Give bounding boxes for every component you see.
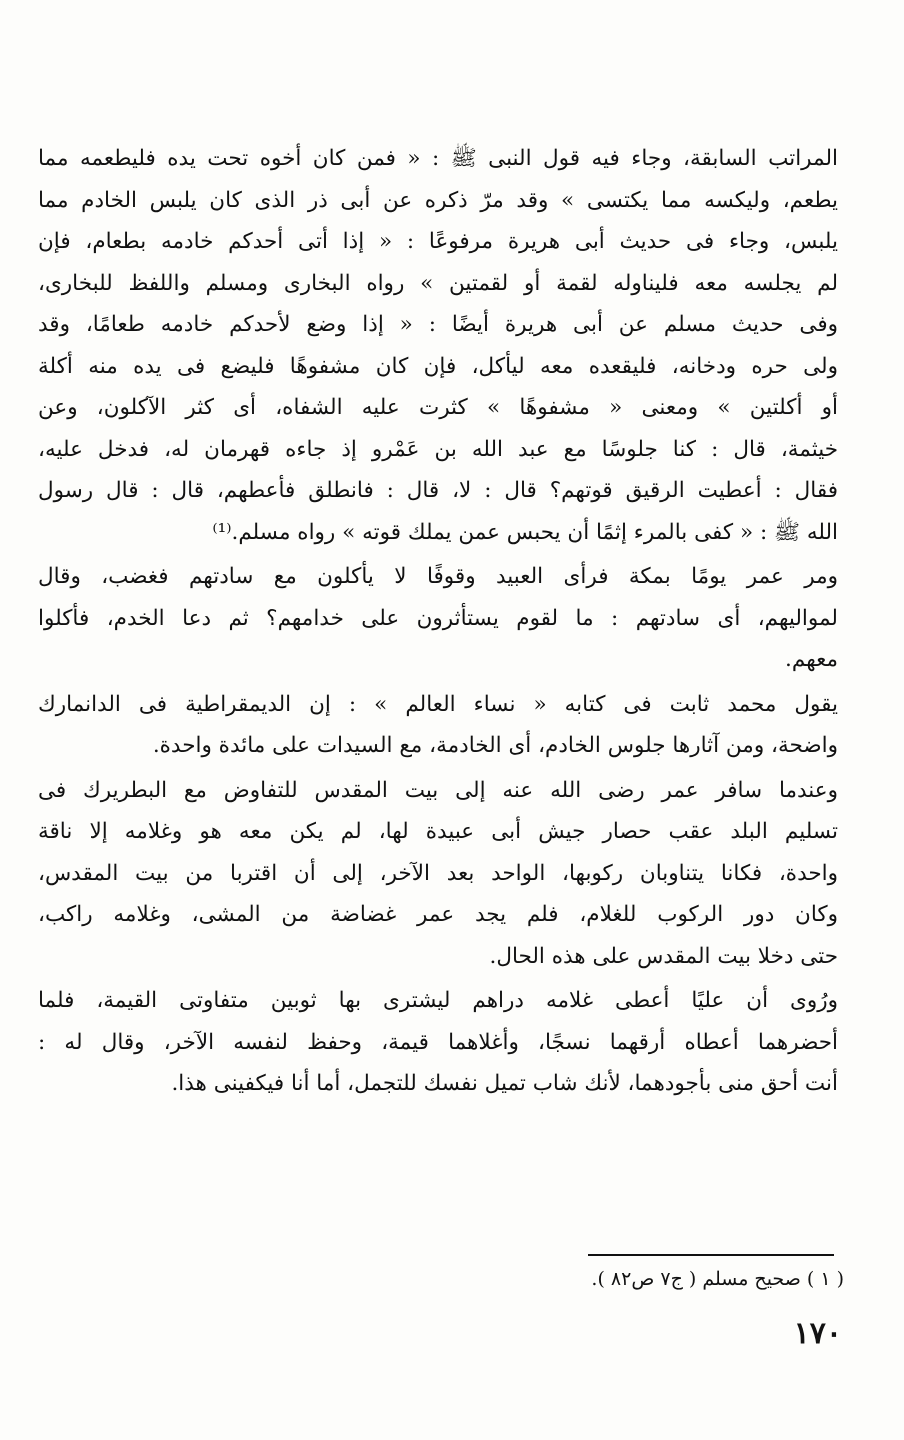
text-line: ولى حره ودخانه، فليقعده معه ليأكل، فإن كان مشفوهًا فليضع فى يده منه أكلة [38,353,838,379]
text-line: المراتب السابقة، وجاء فيه قول النبى ﷺ : « فمن كان أخوه تحت يده فليطعمه مما [38,146,838,171]
text-line: لم يجلسه معه فليناوله لقمة أو لقمتين » رواه البخارى ومسلم واللفظ للبخارى، [38,270,838,296]
text-line: فقال : أعطيت الرقيق قوتهم؟ قال : لا، قال : فانطلق فأعطهم، قال : قال رسول [38,478,838,503]
text-line: ورُوى أن عليًا أعطى غلامه دراهم ليشترى بها ثوبين متفاوتى القيمة، فلما [38,988,838,1013]
page-number: ١٧٠ [793,1316,842,1351]
text-line: ومر عمر يومًا بمكة فرأى العبيد وقوفًا لا يأكلون مع سادتهم فغضب، وقال [38,564,838,589]
body-text [38,138,838,1105]
text-line: واضحة، ومن آثارها جلوس الخادم، أى الخادمة، مع السيدات على مائدة واحدة. [152,733,838,758]
text-line: أحضرهما أعطاه أرقهما نسجًا، وأغلاهما قيمة، وحفظ لنفسه الآخر، وقال له : [38,1029,838,1055]
paragraph-1 [38,138,838,553]
paragraph-4 [38,770,838,978]
text-line: حتى دخلا بيت المقدس على هذه الحال. [489,943,838,969]
footnote-divider [588,1254,834,1256]
text-line: الله ﷺ : « كفى بالمرء إثمًا أن يحبس عمن يملك قوته » رواه مسلم.⁽¹⁾ [212,519,838,545]
text-line: أنت أحق منى بأجودهما، لأنك شاب تميل نفسك للتجمل، أما أنا فيكفينى هذا. [171,1071,838,1096]
text-line: وعندما سافر عمر رضى الله عنه إلى بيت المقدس للتفاوض مع البطريرك فى [38,777,838,803]
text-line: وكان دور الركوب للغلام، فلم يجد عمر غضاضة من المشى، وغلامه راكب، [38,902,838,927]
text-line: تسليم البلد عقب حصار جيش أبى عبيدة لها، لم يكن معه هو وغلامه إلا ناقة [38,819,838,844]
paragraph-5 [38,980,838,1105]
text-line: واحدة، فكانا يتناوبان ركوبها، الواحد بعد الآخر، إلى أن اقتربا من بيت المقدس، [38,860,838,886]
text-line: يقول محمد ثابت فى كتابه « نساء العالم » : إن الديمقراطية فى الدانمارك [38,691,838,717]
text-line: يطعم، وليكسه مما يكتسى » وقد مرّ ذكره عن أبى ذر الذى كان يلبس الخادم مما [38,187,838,213]
footnote: ( ١ ) صحيح مسلم ( ج٧ ص٨٢ ). [591,1268,844,1290]
paragraph-3 [38,684,838,767]
text-line: يلبس، وجاء فى حديث أبى هريرة مرفوعًا : « إذا أتى أحدكم خادمه بطعام، فإن [38,229,838,254]
text-line: خيثمة، قال : كنا جلوسًا مع عبد الله بن عَمْرو إذ جاءه قهرمان له، فدخل عليه، [38,436,838,462]
text-line: أو أكلتين » ومعنى « مشفوهًا » كثرت عليه الشفاه، أى كثر الآكلون، وعن [38,395,838,420]
text-line: وفى حديث مسلم عن أبى هريرة أيضًا : « إذا وضع لأحدكم خادمه طعامًا، وقد [38,312,838,337]
text-line: معهم. [785,647,838,672]
text-line: لمواليهم، أى سادتهم : ما لقوم يستأثرون على خدامهم؟ ثم دعا الخدم، فأكلوا [38,605,838,631]
paragraph-2 [38,556,838,681]
